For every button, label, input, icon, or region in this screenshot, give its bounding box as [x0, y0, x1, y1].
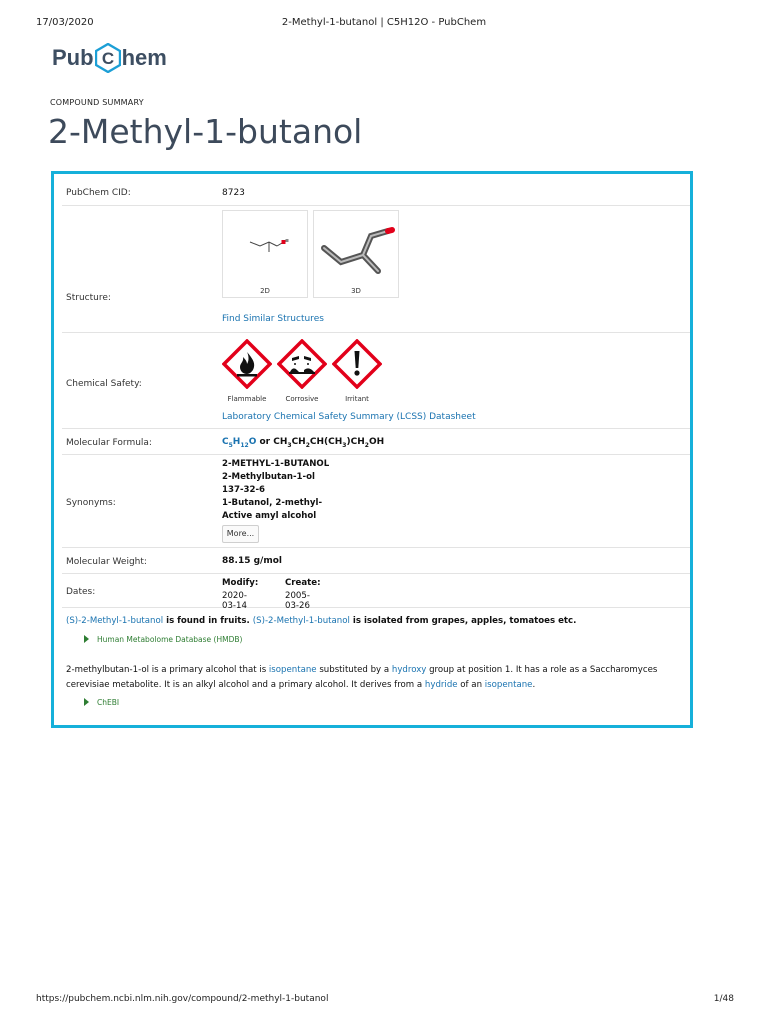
- synonym-item: 2-METHYL-1-BUTANOL: [222, 459, 330, 469]
- ghs-pictogram-irritant[interactable]: [332, 339, 382, 409]
- irritant-caption: Irritant: [345, 395, 369, 403]
- hydroxy-link[interactable]: hydroxy: [391, 665, 427, 675]
- print-doc-title: 2-Methyl-1-butanol | C5H12O - PubChem: [281, 17, 487, 28]
- hydride-link[interactable]: hydride: [424, 680, 458, 690]
- compound-link[interactable]: (S)-2-Methyl-1-butanol: [66, 616, 164, 626]
- condensed-formula: $CH_3CH_2CH(CH_3)CH_2OH$: [273, 437, 385, 449]
- structure-3d-caption: 3D: [351, 287, 361, 295]
- lcss-datasheet-link[interactable]: Laboratory Chemical Safety Summary (LCSS) Datasheet: [222, 412, 476, 422]
- create-label: Create:: [285, 578, 321, 588]
- synonym-item: 2-Methylbutan-1-ol: [222, 471, 315, 482]
- description-text: is found in fruits.: [163, 616, 253, 626]
- exclamation-icon: [332, 339, 382, 389]
- synonym-item: 137-32-6: [222, 484, 266, 495]
- print-header: [0, 17, 768, 31]
- source-chebi-label: ChEBI: [97, 698, 120, 707]
- logo-text-right: hem: [121, 45, 167, 70]
- row-dates: [62, 574, 690, 611]
- page-title: 2-Methyl-1-butanol: [48, 112, 363, 151]
- summary-table: [62, 178, 690, 611]
- ghs-pictogram-corrosive[interactable]: [277, 339, 327, 409]
- corrosive-caption: Corrosive: [285, 395, 319, 403]
- description-text: is isolated from grapes, apples, tomatoes etc.: [349, 616, 577, 626]
- source-hmdb-label: Human Metabolome Database (HMDB): [97, 635, 243, 644]
- logo-hex-letter: C: [101, 49, 114, 68]
- expand-triangle-icon: [84, 698, 89, 706]
- cid-label: PubChem CID:: [66, 188, 131, 198]
- row-cid: [62, 178, 690, 206]
- description-chebi: 2-methylbutan-1-ol is a primary alcohol that is isopentane substituted by a hydroxy group at position 1. It has a role as a Saccharomyces cerevisiae metabolite. It is an alkyl alcohol and a primary alcohol. It derives from a hydride of an isopentane.: [66, 665, 661, 690]
- structure-2d-drawing: [223, 211, 309, 291]
- flame-icon: [222, 339, 272, 389]
- structure-3d-drawing: [314, 211, 400, 291]
- row-structure: [62, 206, 690, 333]
- source-chebi[interactable]: [84, 698, 119, 707]
- isopentane-link[interactable]: isopentane: [484, 680, 533, 690]
- description-hmdb: [66, 616, 576, 626]
- print-footer: [0, 994, 768, 1008]
- modify-label: Modify:: [222, 578, 259, 588]
- cid-value: 8723: [222, 188, 245, 198]
- modify-date: 2020-03-14: [222, 591, 247, 611]
- isopentane-link[interactable]: isopentane: [268, 665, 317, 675]
- logo-text-left: Pub: [52, 45, 94, 70]
- create-date: 2005-03-26: [285, 591, 310, 611]
- hexagon-logo-icon: [95, 43, 121, 73]
- structure-label: Structure:: [66, 293, 111, 303]
- structure-2d-caption: 2D: [260, 287, 270, 295]
- print-url: https://pubchem.ncbi.nlm.nih.gov/compound/2-methyl-1-butanol: [36, 994, 329, 1004]
- chemical-safety-label: Chemical Safety:: [66, 379, 142, 389]
- row-synonyms: [62, 455, 690, 548]
- print-date: 17/03/2020: [36, 17, 94, 28]
- synonyms-list: [222, 458, 329, 523]
- corrosion-icon: [277, 339, 327, 389]
- flammable-caption: Flammable: [227, 395, 267, 403]
- molecular-weight-label: Molecular Weight:: [66, 557, 147, 567]
- print-page-number: 1/48: [713, 994, 734, 1004]
- synonyms-label: Synonyms:: [66, 498, 116, 508]
- find-similar-structures-link[interactable]: Find Similar Structures: [222, 314, 324, 324]
- ghs-pictogram-flammable[interactable]: [222, 339, 272, 409]
- pubchem-logo[interactable]: [52, 42, 167, 74]
- source-hmdb[interactable]: [84, 635, 242, 644]
- structure-3d-thumbnail[interactable]: [313, 210, 399, 298]
- formula-or: or: [256, 437, 274, 447]
- row-chemical-safety: [62, 333, 690, 429]
- more-synonyms-button[interactable]: More...: [222, 525, 259, 543]
- molecular-weight-value: 88.15 g/mol: [222, 556, 282, 566]
- row-molecular-formula: [62, 429, 690, 455]
- molecular-formula-label: Molecular Formula:: [66, 438, 152, 448]
- molecular-formula-link[interactable]: $C_5H_{12}O$: [222, 437, 257, 449]
- structure-2d-thumbnail[interactable]: [222, 210, 308, 298]
- molecular-formula-value: [222, 437, 384, 449]
- synonym-item: 1-Butanol, 2-methyl-: [222, 497, 323, 508]
- dates-label: Dates:: [66, 587, 96, 597]
- expand-triangle-icon: [84, 635, 89, 643]
- summary-box: [51, 171, 693, 728]
- synonym-item: Active amyl alcohol: [222, 510, 317, 521]
- compound-summary-eyebrow: COMPOUND SUMMARY: [50, 98, 144, 107]
- compound-link[interactable]: (S)-2-Methyl-1-butanol: [252, 616, 350, 626]
- row-molecular-weight: [62, 548, 690, 574]
